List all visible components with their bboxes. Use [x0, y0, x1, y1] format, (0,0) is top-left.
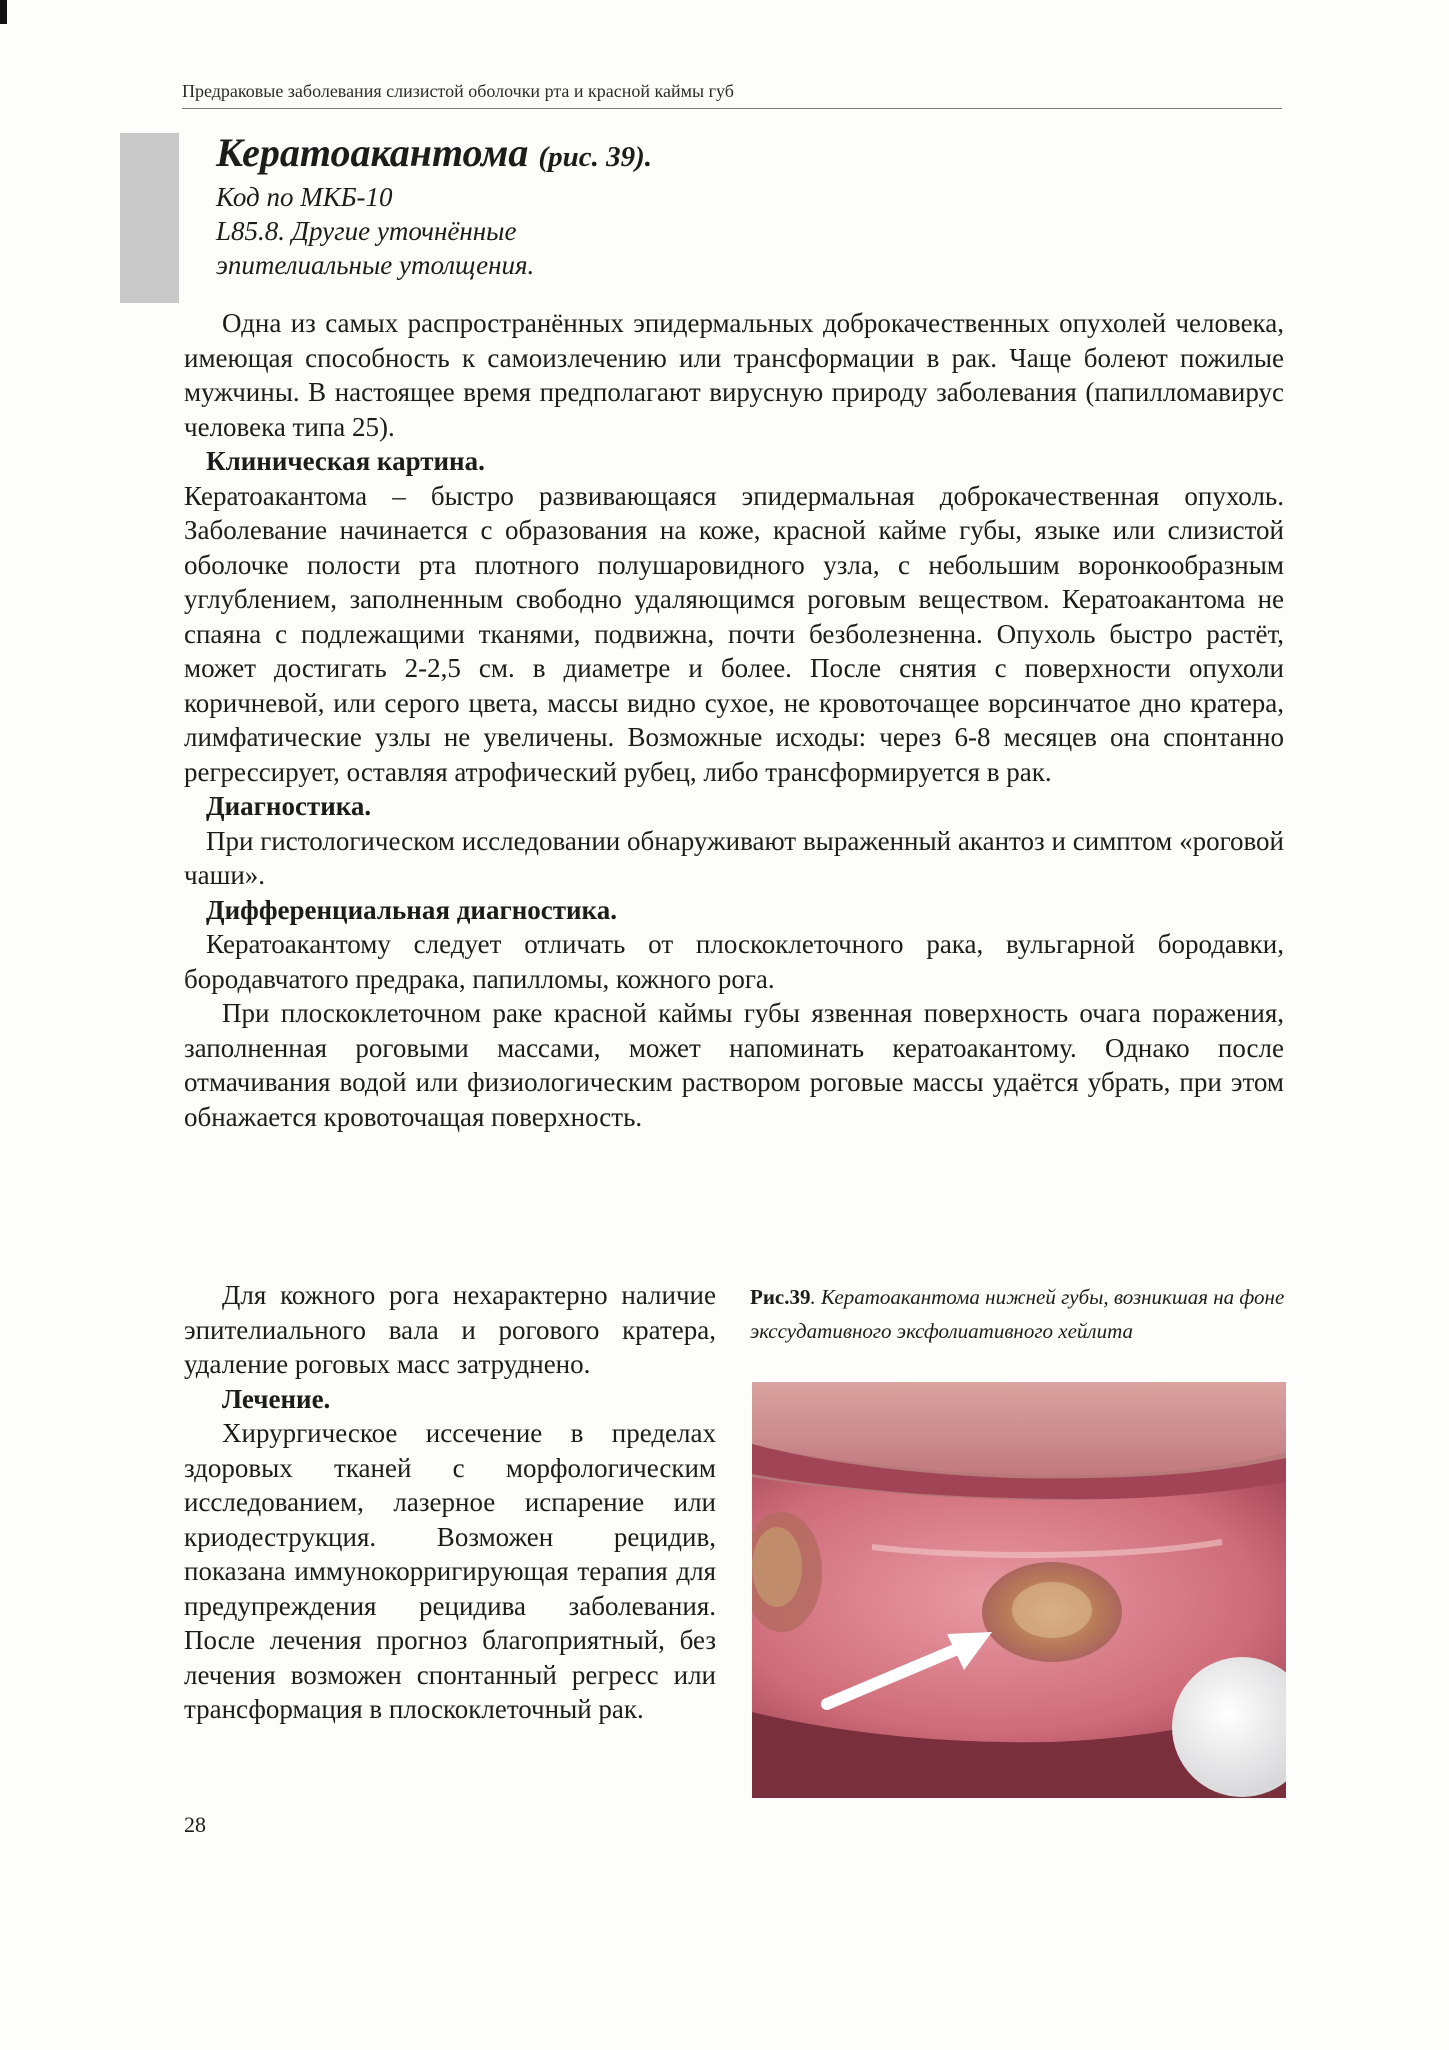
treatment-paragraph: Хирургическое иссечение в пределах здоровых тканей с морфологическим исследованием, лазерное испарение или криодеструкция. Возможен рецидив, показана иммунокорригирующая терапия для предупреждения рецидива заболевания. После лечения прогноз благоприятный, без лечения возможен спонтанный регресс или трансформация в плоскоклеточный рак. [184, 1418, 716, 1724]
diagnostics-heading: Диагностика. [206, 791, 372, 821]
scc-paragraph: При плоскоклеточном раке красной каймы губы язвенная поверхность очага поражения, заполненная роговыми массами, может напоминать кератоакантому. Однако после отмачивания водой или физиологическим раствором роговые массы удаётся убрать, при этом обнажается кровоточащая поверхность. [184, 998, 1284, 1132]
icd-code-label: Код по МКБ-10 [216, 182, 393, 212]
diagnostics-paragraph: При гистологическом исследовании обнаруживают выраженный акантоз и симптом «роговой чаши». [184, 825, 1284, 890]
section-title [216, 130, 652, 180]
icd-code-line-2: эпителиальные утолщения. [216, 250, 535, 280]
differential-heading: Дифференциальная диагностика. [206, 894, 617, 925]
section-marker-bar [120, 133, 179, 303]
left-column [184, 1278, 716, 1727]
treatment-heading: Лечение. [222, 1383, 331, 1414]
clinical-paragraph: Кератоакантома – быстро развивающаяся эпидермальная доброкачественная опухоль. Заболевание начинается с образования на коже, красной кайме губы, языке или слизистой оболочке полости рта плотного полушаровидного узла, с небольшим воронкообразным углублением, заполненным свободно удаляющимся роговым веществом. Кератоакантома не спаяна с подлежащими тканями, подвижна, почти безболезненна. Опухоль быстро растёт, может достигать 2-2,5 см. в диаметре и более. После снятия с поверхности опухоли коричневой, или серого цвета, массы видно сухое, не кровоточащее ворсинчатое дно кратера, лимфатические узлы не увеличены. Возможные исходы: через 6-8 месяцев она спонтанно регрессирует, оставляя атрофический рубец, либо трансформируется в рак. [184, 480, 1284, 787]
figure-reference: (рис. 39). [538, 141, 652, 173]
main-body [184, 306, 1284, 1134]
intro-paragraph: Одна из самых распространённых эпидермальных доброкачественных опухолей человека, имеющая способность к самоизлечению или трансформации в рак. Чаще болеют пожилые мужчины. В настоящее время предполагают вирусную природу заболевания (папилломавирус человека типа 25). [184, 308, 1284, 442]
running-header: Предраковые заболевания слизистой оболочки рта и красной каймы губ [182, 81, 1282, 109]
figure-number: Рис.39 [750, 1285, 811, 1309]
differential-paragraph: Кератоакантому следует отличать от плоскоклеточного рака, вульгарной бородавки, бородавчатого предрака, папилломы, кожного рога. [184, 929, 1284, 994]
scan-edge-mark [0, 0, 7, 24]
page-number: 28 [184, 1812, 206, 1837]
figure-caption-text: . Кератоакантома нижней губы, возникшая на фоне экссудативного эксфолиативного хейлита [750, 1285, 1285, 1343]
icd-code-line-1: L85.8. Другие уточнённые [216, 216, 517, 246]
horn-paragraph: Для кожного рога нехарактерно наличие эпителиального вала и рогового кратера, удаление роговых масс затруднено. [184, 1280, 716, 1379]
lip-photo [752, 1382, 1286, 1798]
section-title-block [216, 130, 652, 282]
clinical-heading: Клиническая картина. [206, 446, 485, 476]
section-title-name: Кератоакантома [216, 130, 529, 175]
figure-caption [750, 1280, 1295, 1348]
